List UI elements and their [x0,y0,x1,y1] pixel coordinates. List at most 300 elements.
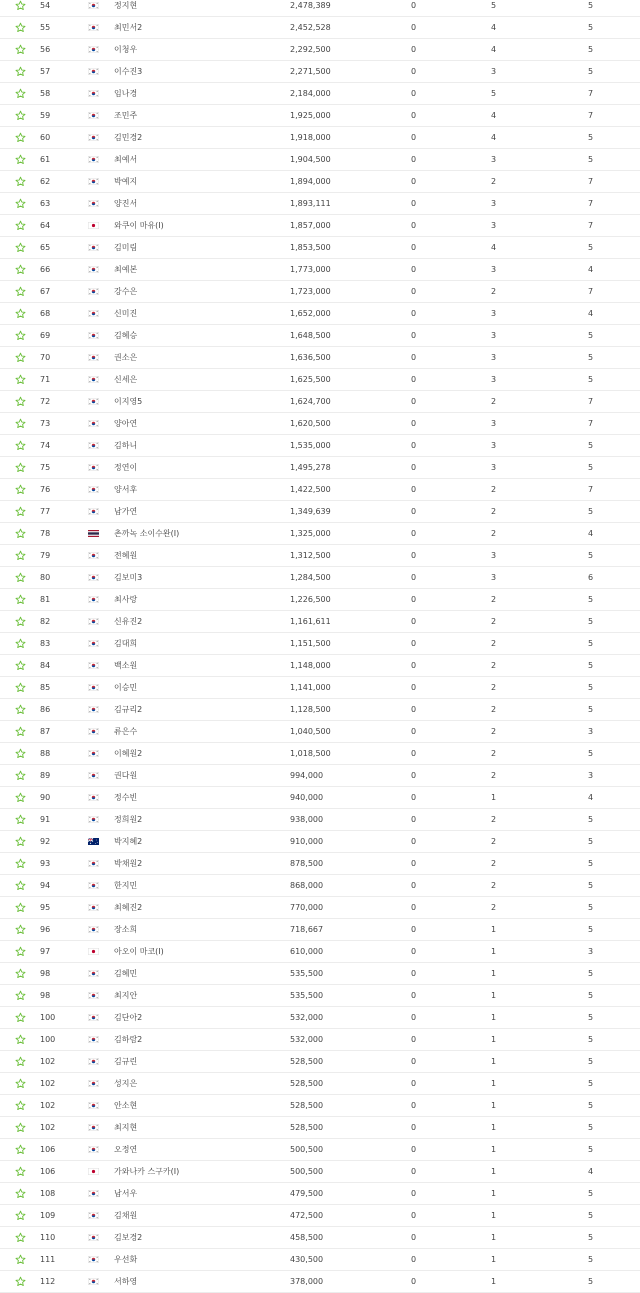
points-cell: 1,422,500 [290,485,331,494]
table-row[interactable] [0,501,640,523]
star-outline-icon[interactable] [15,1271,29,1287]
star-outline-icon[interactable] [15,853,29,869]
table-row[interactable] [0,611,640,633]
points-cell: 1,894,000 [290,177,331,186]
star-outline-icon[interactable] [15,523,29,539]
points-cell: 718,667 [290,925,324,934]
star-outline-icon[interactable] [15,1029,29,1045]
rank-cell: 102 [40,1079,56,1088]
player-name-link[interactable]: 이승민 [114,683,138,692]
player-name-link[interactable]: 최지안 [114,991,138,1000]
star-outline-icon[interactable] [15,831,29,847]
table-row[interactable] [0,677,640,699]
stat-cell-3: 5 [588,815,594,824]
table-row[interactable] [0,1007,640,1029]
table-row[interactable] [0,853,640,875]
stat-cell-2: 1 [491,1233,497,1242]
table-row[interactable] [0,1183,640,1205]
stat-cell-3: 5 [588,441,594,450]
player-name-link[interactable]: 양진서 [114,199,138,208]
flag-kr-icon [88,655,99,669]
rank-cell: 84 [40,661,51,670]
stat-cell-3: 7 [588,89,594,98]
player-name-link[interactable]: 정수빈 [114,793,138,802]
player-name-link[interactable]: 남가연 [114,507,138,516]
player-name-link[interactable]: 김단아2 [114,1013,143,1022]
table-row[interactable] [0,1095,640,1117]
stat-cell-2: 2 [491,177,497,186]
star-outline-icon[interactable] [15,1007,29,1023]
table-row[interactable] [0,941,640,963]
flag-kr-icon [88,1205,99,1219]
table-row[interactable] [0,435,640,457]
player-name-link[interactable]: 이혜원2 [114,749,143,758]
stat-cell-2: 4 [491,133,497,142]
star-outline-icon[interactable] [15,369,29,385]
star-outline-icon[interactable] [15,1073,29,1089]
rank-cell: 62 [40,177,51,186]
table-row[interactable] [0,1271,640,1293]
player-name-link[interactable]: 박예지 [114,177,138,186]
player-name-link[interactable]: 최예본 [114,265,138,274]
stat-cell-2: 2 [491,749,497,758]
table-row[interactable] [0,919,640,941]
stat-cell-1: 0 [411,1035,417,1044]
player-name-link[interactable]: 성지은 [114,1079,138,1088]
stat-cell-2: 1 [491,1145,497,1154]
player-name-link[interactable]: 박지혜2 [114,837,143,846]
star-outline-icon[interactable] [15,17,29,33]
player-name-link[interactable]: 신미진 [114,309,138,318]
table-row[interactable] [0,765,640,787]
stat-cell-3: 5 [588,639,594,648]
star-outline-icon[interactable] [15,83,29,99]
table-row[interactable] [0,699,640,721]
table-row[interactable] [0,985,640,1007]
stat-cell-2: 4 [491,111,497,120]
player-name-link[interactable]: 전혜원 [114,551,138,560]
star-outline-icon[interactable] [15,1117,29,1133]
star-outline-icon[interactable] [15,545,29,561]
table-row[interactable] [0,1205,640,1227]
flag-kr-icon [88,435,99,449]
points-cell: 528,500 [290,1079,324,1088]
star-outline-icon[interactable] [15,1205,29,1221]
stat-cell-1: 0 [411,991,417,1000]
player-name-link[interactable]: 김하람2 [114,1035,143,1044]
flag-kr-icon [88,391,99,405]
stat-cell-1: 0 [411,683,417,692]
table-row[interactable] [0,237,640,259]
player-name-link[interactable]: 최사랑 [114,595,138,604]
star-outline-icon[interactable] [15,281,29,297]
star-outline-icon[interactable] [15,171,29,187]
stat-cell-2: 2 [491,859,497,868]
star-outline-icon[interactable] [15,391,29,407]
stat-cell-1: 0 [411,925,417,934]
table-row[interactable] [0,1051,640,1073]
player-name-link[interactable]: 이청우 [114,45,138,54]
table-row[interactable] [0,633,640,655]
stat-cell-3: 5 [588,1,594,10]
points-cell: 1,624,700 [290,397,331,406]
table-row[interactable] [0,523,640,545]
player-name-link[interactable]: 신유진2 [114,617,143,626]
player-name-link[interactable]: 김미림 [114,243,138,252]
stat-cell-1: 0 [411,793,417,802]
player-name-link[interactable]: 오정연 [114,1145,138,1154]
player-name-link[interactable]: 아오이 마코(I) [114,947,164,956]
stat-cell-3: 7 [588,397,594,406]
star-outline-icon[interactable] [15,941,29,957]
table-row[interactable] [0,479,640,501]
player-name-link[interactable]: 정지현 [114,1,138,10]
star-outline-icon[interactable] [15,0,29,11]
rank-cell: 100 [40,1013,56,1022]
player-name-link[interactable]: 김혜민 [114,969,138,978]
star-outline-icon[interactable] [15,1051,29,1067]
flag-kr-icon [88,721,99,735]
star-outline-icon[interactable] [15,347,29,363]
stat-cell-3: 7 [588,221,594,230]
star-outline-icon[interactable] [15,809,29,825]
flag-kr-icon [88,413,99,427]
player-name-link[interactable]: 권소은 [114,353,138,362]
star-outline-icon[interactable] [15,1227,29,1243]
stat-cell-2: 1 [491,1255,497,1264]
table-row[interactable] [0,831,640,853]
star-outline-icon[interactable] [15,501,29,517]
player-name-link[interactable]: 양서후 [114,485,138,494]
stat-cell-3: 5 [588,595,594,604]
stat-cell-2: 1 [491,1167,497,1176]
stat-cell-1: 0 [411,199,417,208]
star-outline-icon[interactable] [15,149,29,165]
star-outline-icon[interactable] [15,127,29,143]
table-row[interactable] [0,1139,640,1161]
player-name-link[interactable]: 가와나카 스구카(I) [114,1167,180,1176]
star-outline-icon[interactable] [15,303,29,319]
stat-cell-2: 2 [491,397,497,406]
stat-cell-1: 0 [411,441,417,450]
star-outline-icon[interactable] [15,655,29,671]
player-name-link[interactable]: 김대희 [114,639,138,648]
table-row[interactable] [0,897,640,919]
table-row[interactable] [0,567,640,589]
stat-cell-3: 3 [588,727,594,736]
flag-jp-icon [88,215,99,229]
points-cell: 458,500 [290,1233,324,1242]
stat-cell-2: 1 [491,969,497,978]
stat-cell-1: 0 [411,419,417,428]
stat-cell-3: 5 [588,23,594,32]
stat-cell-2: 2 [491,639,497,648]
star-outline-icon[interactable] [15,721,29,737]
player-name-link[interactable]: 김채원 [114,1211,138,1220]
player-name-link[interactable]: 촌까녹 소이수완(I) [114,529,180,538]
flag-kr-icon [88,1139,99,1153]
star-outline-icon[interactable] [15,1249,29,1265]
rank-cell: 88 [40,749,51,758]
star-outline-icon[interactable] [15,325,29,341]
table-row[interactable] [0,127,640,149]
stat-cell-1: 0 [411,859,417,868]
stat-cell-3: 5 [588,375,594,384]
rank-cell: 94 [40,881,51,890]
points-cell: 1,151,500 [290,639,331,648]
stat-cell-3: 4 [588,793,594,802]
player-name-link[interactable]: 서하영 [114,1277,138,1286]
stat-cell-1: 0 [411,705,417,714]
flag-kr-icon [88,919,99,933]
table-row[interactable] [0,193,640,215]
flag-kr-icon [88,237,99,251]
points-cell: 532,000 [290,1013,324,1022]
player-name-link[interactable]: 김하니 [114,441,138,450]
points-cell: 1,312,500 [290,551,331,560]
stat-cell-2: 2 [491,683,497,692]
star-outline-icon[interactable] [15,611,29,627]
stat-cell-1: 0 [411,595,417,604]
stat-cell-3: 5 [588,837,594,846]
player-name-link[interactable]: 최민서2 [114,23,143,32]
table-row[interactable] [0,369,640,391]
flag-kr-icon [88,501,99,515]
star-outline-icon[interactable] [15,787,29,803]
table-row[interactable] [0,457,640,479]
player-name-link[interactable]: 이지영5 [114,397,143,406]
stat-cell-2: 1 [491,925,497,934]
points-cell: 528,500 [290,1057,324,1066]
stat-cell-3: 5 [588,969,594,978]
table-row[interactable] [0,589,640,611]
star-outline-icon[interactable] [15,435,29,451]
stat-cell-1: 0 [411,617,417,626]
star-outline-icon[interactable] [15,259,29,275]
star-outline-icon[interactable] [15,677,29,693]
player-name-link[interactable]: 김혜승 [114,331,138,340]
table-row[interactable] [0,1029,640,1051]
points-cell: 430,500 [290,1255,324,1264]
stat-cell-3: 4 [588,265,594,274]
player-name-link[interactable]: 정연이 [114,463,138,472]
points-cell: 2,452,528 [290,23,331,32]
player-name-link[interactable]: 한지민 [114,881,138,890]
star-outline-icon[interactable] [15,743,29,759]
table-row[interactable] [0,39,640,61]
rank-cell: 97 [40,947,51,956]
star-outline-icon[interactable] [15,1183,29,1199]
star-outline-icon[interactable] [15,699,29,715]
player-name-link[interactable]: 김민경2 [114,133,143,142]
star-outline-icon[interactable] [15,61,29,77]
table-row[interactable] [0,17,640,39]
player-name-link[interactable]: 임나경 [114,89,138,98]
stat-cell-2: 1 [491,1035,497,1044]
table-row[interactable] [0,325,640,347]
stat-cell-3: 5 [588,859,594,868]
star-outline-icon[interactable] [15,215,29,231]
player-name-link[interactable]: 김규린 [114,1057,138,1066]
star-outline-icon[interactable] [15,919,29,935]
stat-cell-1: 0 [411,397,417,406]
rank-cell: 100 [40,1035,56,1044]
player-name-link[interactable]: 우선화 [114,1255,138,1264]
star-outline-icon[interactable] [15,1139,29,1155]
stat-cell-3: 5 [588,903,594,912]
points-cell: 1,893,111 [290,199,331,208]
table-row[interactable] [0,61,640,83]
table-row[interactable] [0,1073,640,1095]
flag-kr-icon [88,347,99,361]
star-outline-icon[interactable] [15,589,29,605]
flag-kr-icon [88,611,99,625]
table-row[interactable] [0,963,640,985]
rank-cell: 93 [40,859,51,868]
rank-cell: 89 [40,771,51,780]
player-name-link[interactable]: 정희원2 [114,815,143,824]
star-outline-icon[interactable] [15,479,29,495]
star-outline-icon[interactable] [15,237,29,253]
player-name-link[interactable]: 박채원2 [114,859,143,868]
stat-cell-3: 7 [588,485,594,494]
stat-cell-3: 7 [588,287,594,296]
table-row[interactable] [0,809,640,831]
table-row[interactable] [0,787,640,809]
table-row[interactable] [0,347,640,369]
table-row[interactable] [0,721,640,743]
stat-cell-1: 0 [411,265,417,274]
points-cell: 1,495,278 [290,463,331,472]
star-outline-icon[interactable] [15,875,29,891]
stat-cell-3: 5 [588,1123,594,1132]
stat-cell-3: 5 [588,133,594,142]
rank-cell: 81 [40,595,51,604]
star-outline-icon[interactable] [15,765,29,781]
table-row[interactable] [0,281,640,303]
stat-cell-2: 5 [491,89,497,98]
player-name-link[interactable]: 남서우 [114,1189,138,1198]
table-row[interactable] [0,0,640,17]
star-outline-icon[interactable] [15,457,29,473]
star-outline-icon[interactable] [15,567,29,583]
rank-cell: 68 [40,309,51,318]
player-name-link[interactable]: 권다원 [114,771,138,780]
stat-cell-3: 5 [588,243,594,252]
player-name-link[interactable]: 이수진3 [114,67,143,76]
player-name-link[interactable]: 김보미3 [114,573,143,582]
table-row[interactable] [0,83,640,105]
stat-cell-2: 1 [491,991,497,1000]
player-name-link[interactable]: 조민주 [114,111,138,120]
star-outline-icon[interactable] [15,193,29,209]
player-name-link[interactable]: 최혜진2 [114,903,143,912]
stat-cell-2: 3 [491,331,497,340]
stat-cell-3: 5 [588,617,594,626]
table-row[interactable] [0,1161,640,1183]
player-name-link[interactable]: 김규리2 [114,705,143,714]
rank-cell: 95 [40,903,51,912]
flag-kr-icon [88,963,99,977]
star-outline-icon[interactable] [15,39,29,55]
player-name-link[interactable]: 김보경2 [114,1233,143,1242]
points-cell: 994,000 [290,771,324,780]
star-outline-icon[interactable] [15,897,29,913]
stat-cell-1: 0 [411,155,417,164]
player-name-link[interactable]: 와쿠이 마유(I) [114,221,164,230]
table-row[interactable] [0,1117,640,1139]
stat-cell-2: 2 [491,903,497,912]
points-cell: 610,000 [290,947,324,956]
rank-cell: 92 [40,837,51,846]
star-outline-icon[interactable] [15,633,29,649]
player-name-link[interactable]: 최예서 [114,155,138,164]
table-row[interactable] [0,391,640,413]
rank-cell: 106 [40,1167,56,1176]
stat-cell-2: 3 [491,155,497,164]
player-name-link[interactable]: 강수은 [114,287,138,296]
table-row[interactable] [0,215,640,237]
star-outline-icon[interactable] [15,413,29,429]
points-cell: 1,161,611 [290,617,331,626]
rank-cell: 67 [40,287,51,296]
stat-cell-2: 3 [491,221,497,230]
table-row[interactable] [0,655,640,677]
table-row[interactable] [0,875,640,897]
stat-cell-1: 0 [411,463,417,472]
points-cell: 2,184,000 [290,89,331,98]
table-row[interactable] [0,303,640,325]
points-cell: 1,325,000 [290,529,331,538]
stat-cell-1: 0 [411,1145,417,1154]
rank-cell: 110 [40,1233,56,1242]
player-name-link[interactable]: 양아연 [114,419,138,428]
stat-cell-1: 0 [411,903,417,912]
stat-cell-1: 0 [411,1211,417,1220]
flag-kr-icon [88,1029,99,1043]
player-name-link[interactable]: 안소현 [114,1101,138,1110]
stat-cell-3: 5 [588,1079,594,1088]
stat-cell-2: 2 [491,485,497,494]
flag-kr-icon [88,171,99,185]
table-row[interactable] [0,413,640,435]
points-cell: 940,000 [290,793,324,802]
stat-cell-2: 3 [491,375,497,384]
stat-cell-3: 5 [588,463,594,472]
flag-kr-icon [88,325,99,339]
table-row[interactable] [0,149,640,171]
table-row[interactable] [0,171,640,193]
player-name-link[interactable]: 류은수 [114,727,138,736]
player-name-link[interactable]: 신세은 [114,375,138,384]
rank-cell: 73 [40,419,51,428]
table-row[interactable] [0,105,640,127]
player-name-link[interactable]: 최지현 [114,1123,138,1132]
table-row[interactable] [0,1249,640,1271]
points-cell: 1,723,000 [290,287,331,296]
player-name-link[interactable]: 백소원 [114,661,138,670]
table-row[interactable] [0,545,640,567]
table-row[interactable] [0,743,640,765]
star-outline-icon[interactable] [15,1095,29,1111]
star-outline-icon[interactable] [15,1161,29,1177]
star-outline-icon[interactable] [15,105,29,121]
star-outline-icon[interactable] [15,963,29,979]
star-outline-icon[interactable] [15,985,29,1001]
player-name-link[interactable]: 장소희 [114,925,138,934]
table-row[interactable] [0,1227,640,1249]
table-row[interactable] [0,259,640,281]
